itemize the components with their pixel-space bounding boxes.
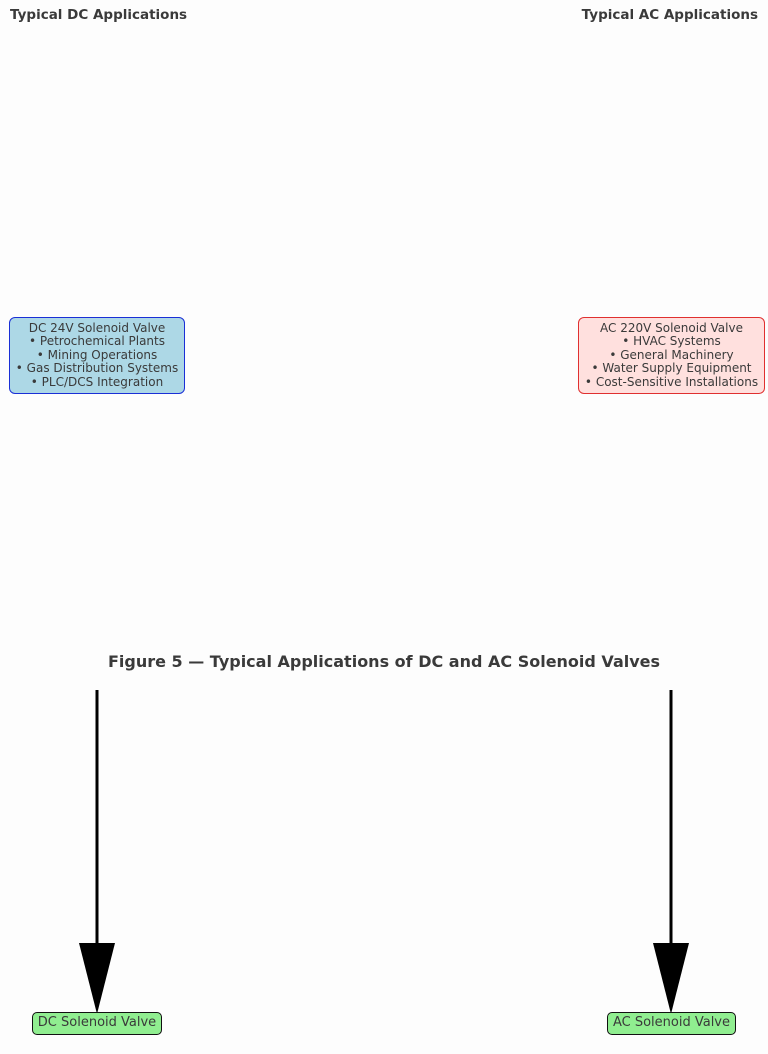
dc-arrow xyxy=(79,690,115,1014)
figure-title: Figure 5 — Typical Applications of DC and AC Solenoid Valves xyxy=(107,652,661,671)
ac-box-item: • HVAC Systems xyxy=(622,334,721,349)
dc-box-title: DC 24V Solenoid Valve xyxy=(28,320,166,335)
dc-applications-heading: Typical DC Applications xyxy=(10,7,188,23)
dc-box-item: • Gas Distribution Systems xyxy=(15,361,179,376)
dc-box-item: • Petrochemical Plants xyxy=(29,334,165,349)
dc-arrow-head xyxy=(79,943,115,1014)
dc-solenoid-valve-label: DC Solenoid Valve xyxy=(32,1012,162,1035)
ac-box-item: • Cost-Sensitive Installations xyxy=(584,374,759,389)
ac-box-item: • General Machinery xyxy=(609,347,734,362)
dc-box-item: • PLC/DCS Integration xyxy=(30,374,164,389)
ac-box-title: AC 220V Solenoid Valve xyxy=(600,320,743,335)
ac-solenoid-valve-label: AC Solenoid Valve xyxy=(607,1012,736,1035)
ac-arrow xyxy=(653,690,689,1014)
ac-applications-heading: Typical AC Applications xyxy=(581,7,758,23)
ac-box-item: • Water Supply Equipment xyxy=(591,361,752,376)
ac-arrow-head xyxy=(653,943,689,1014)
dc-box-item: • Mining Operations xyxy=(36,347,158,362)
